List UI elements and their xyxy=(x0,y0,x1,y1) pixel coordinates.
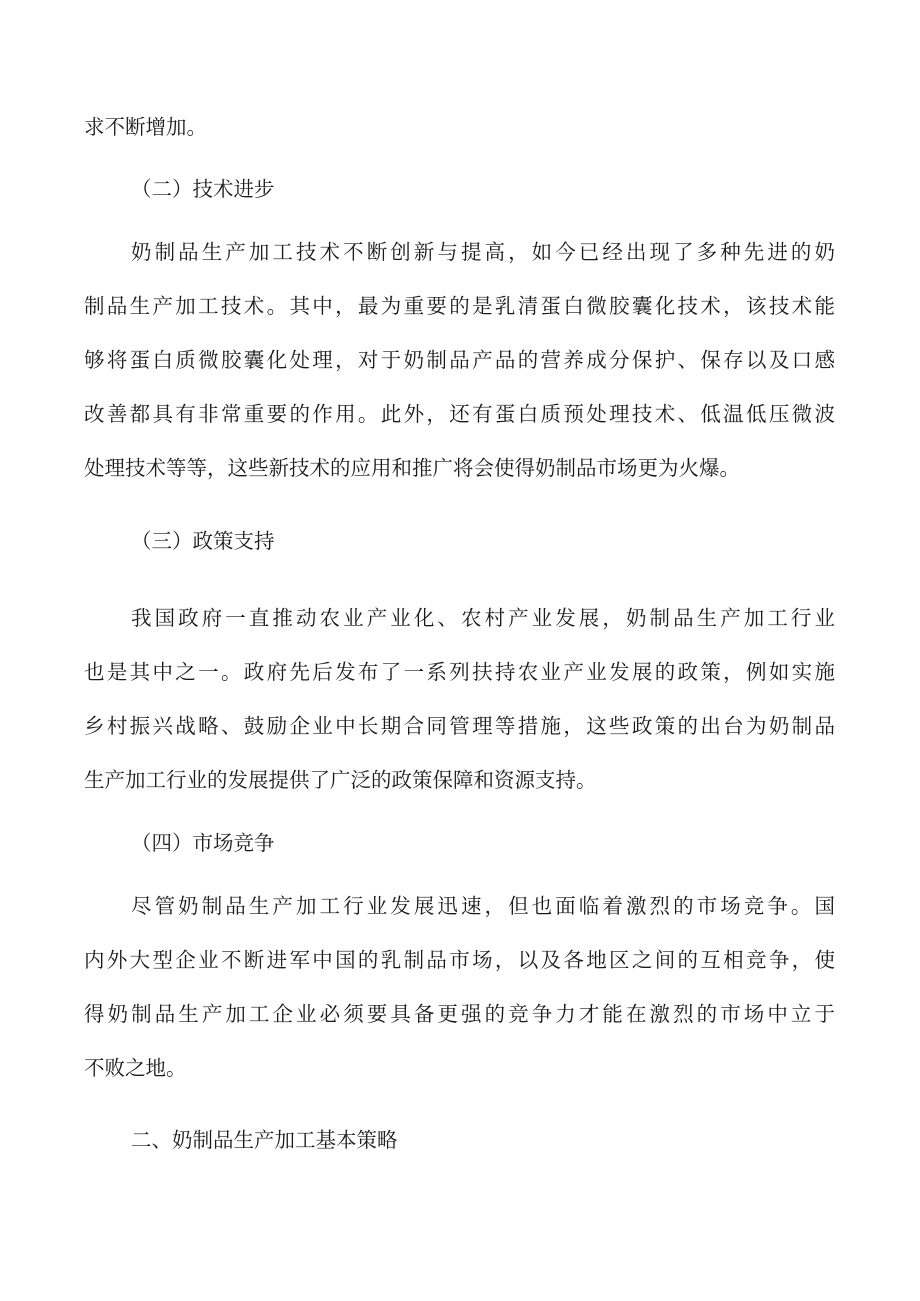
paragraph-continuation: 求不断增加。 xyxy=(84,115,207,139)
paragraph-line: 内外大型企业不断进军中国的乳制品市场，以及各地区之间的互相竞争，使 xyxy=(84,948,835,972)
paragraph-line: 也是其中之一。政府先后发布了一系列扶持农业产业发展的政策，例如实施 xyxy=(84,660,835,684)
paragraph-line: 得奶制品生产加工企业必须要具备更强的竞争力才能在激烈的市场中立于 xyxy=(84,1002,835,1026)
paragraph-line: 我国政府一直推动农业产业化、农村产业发展，奶制品生产加工行业 xyxy=(131,606,835,630)
paragraph-line: 制品生产加工技术。其中，最为重要的是乳清蛋白微胶囊化技术，该技术能 xyxy=(84,294,835,318)
paragraph-line: 尽管奶制品生产加工行业发展迅速，但也面临着激烈的市场竞争。国 xyxy=(131,894,835,918)
paragraph-line: 生产加工行业的发展提供了广泛的政策保障和资源支持。 xyxy=(84,768,597,792)
section-heading-policy: （三）政策支持 xyxy=(131,529,275,553)
paragraph-line: 够将蛋白质微胶囊化处理，对于奶制品产品的营养成分保护、保存以及口感 xyxy=(84,348,835,372)
paragraph-line: 乡村振兴战略、鼓励企业中长期合同管理等措施，这些政策的出台为奶制品 xyxy=(84,714,835,738)
paragraph-line: 改善都具有非常重要的作用。此外，还有蛋白质预处理技术、低温低压微波 xyxy=(84,402,835,426)
paragraph-line: 奶制品生产加工技术不断创新与提高，如今已经出现了多种先进的奶 xyxy=(131,240,835,264)
paragraph-line: 处理技术等等，这些新技术的应用和推广将会使得奶制品市场更为火爆。 xyxy=(84,456,740,480)
chapter-heading: 二、奶制品生产加工基本策略 xyxy=(131,1128,398,1152)
paragraph-line: 不败之地。 xyxy=(84,1056,187,1080)
section-heading-technology: （二）技术进步 xyxy=(131,177,275,201)
section-heading-competition: （四）市场竞争 xyxy=(131,831,275,855)
